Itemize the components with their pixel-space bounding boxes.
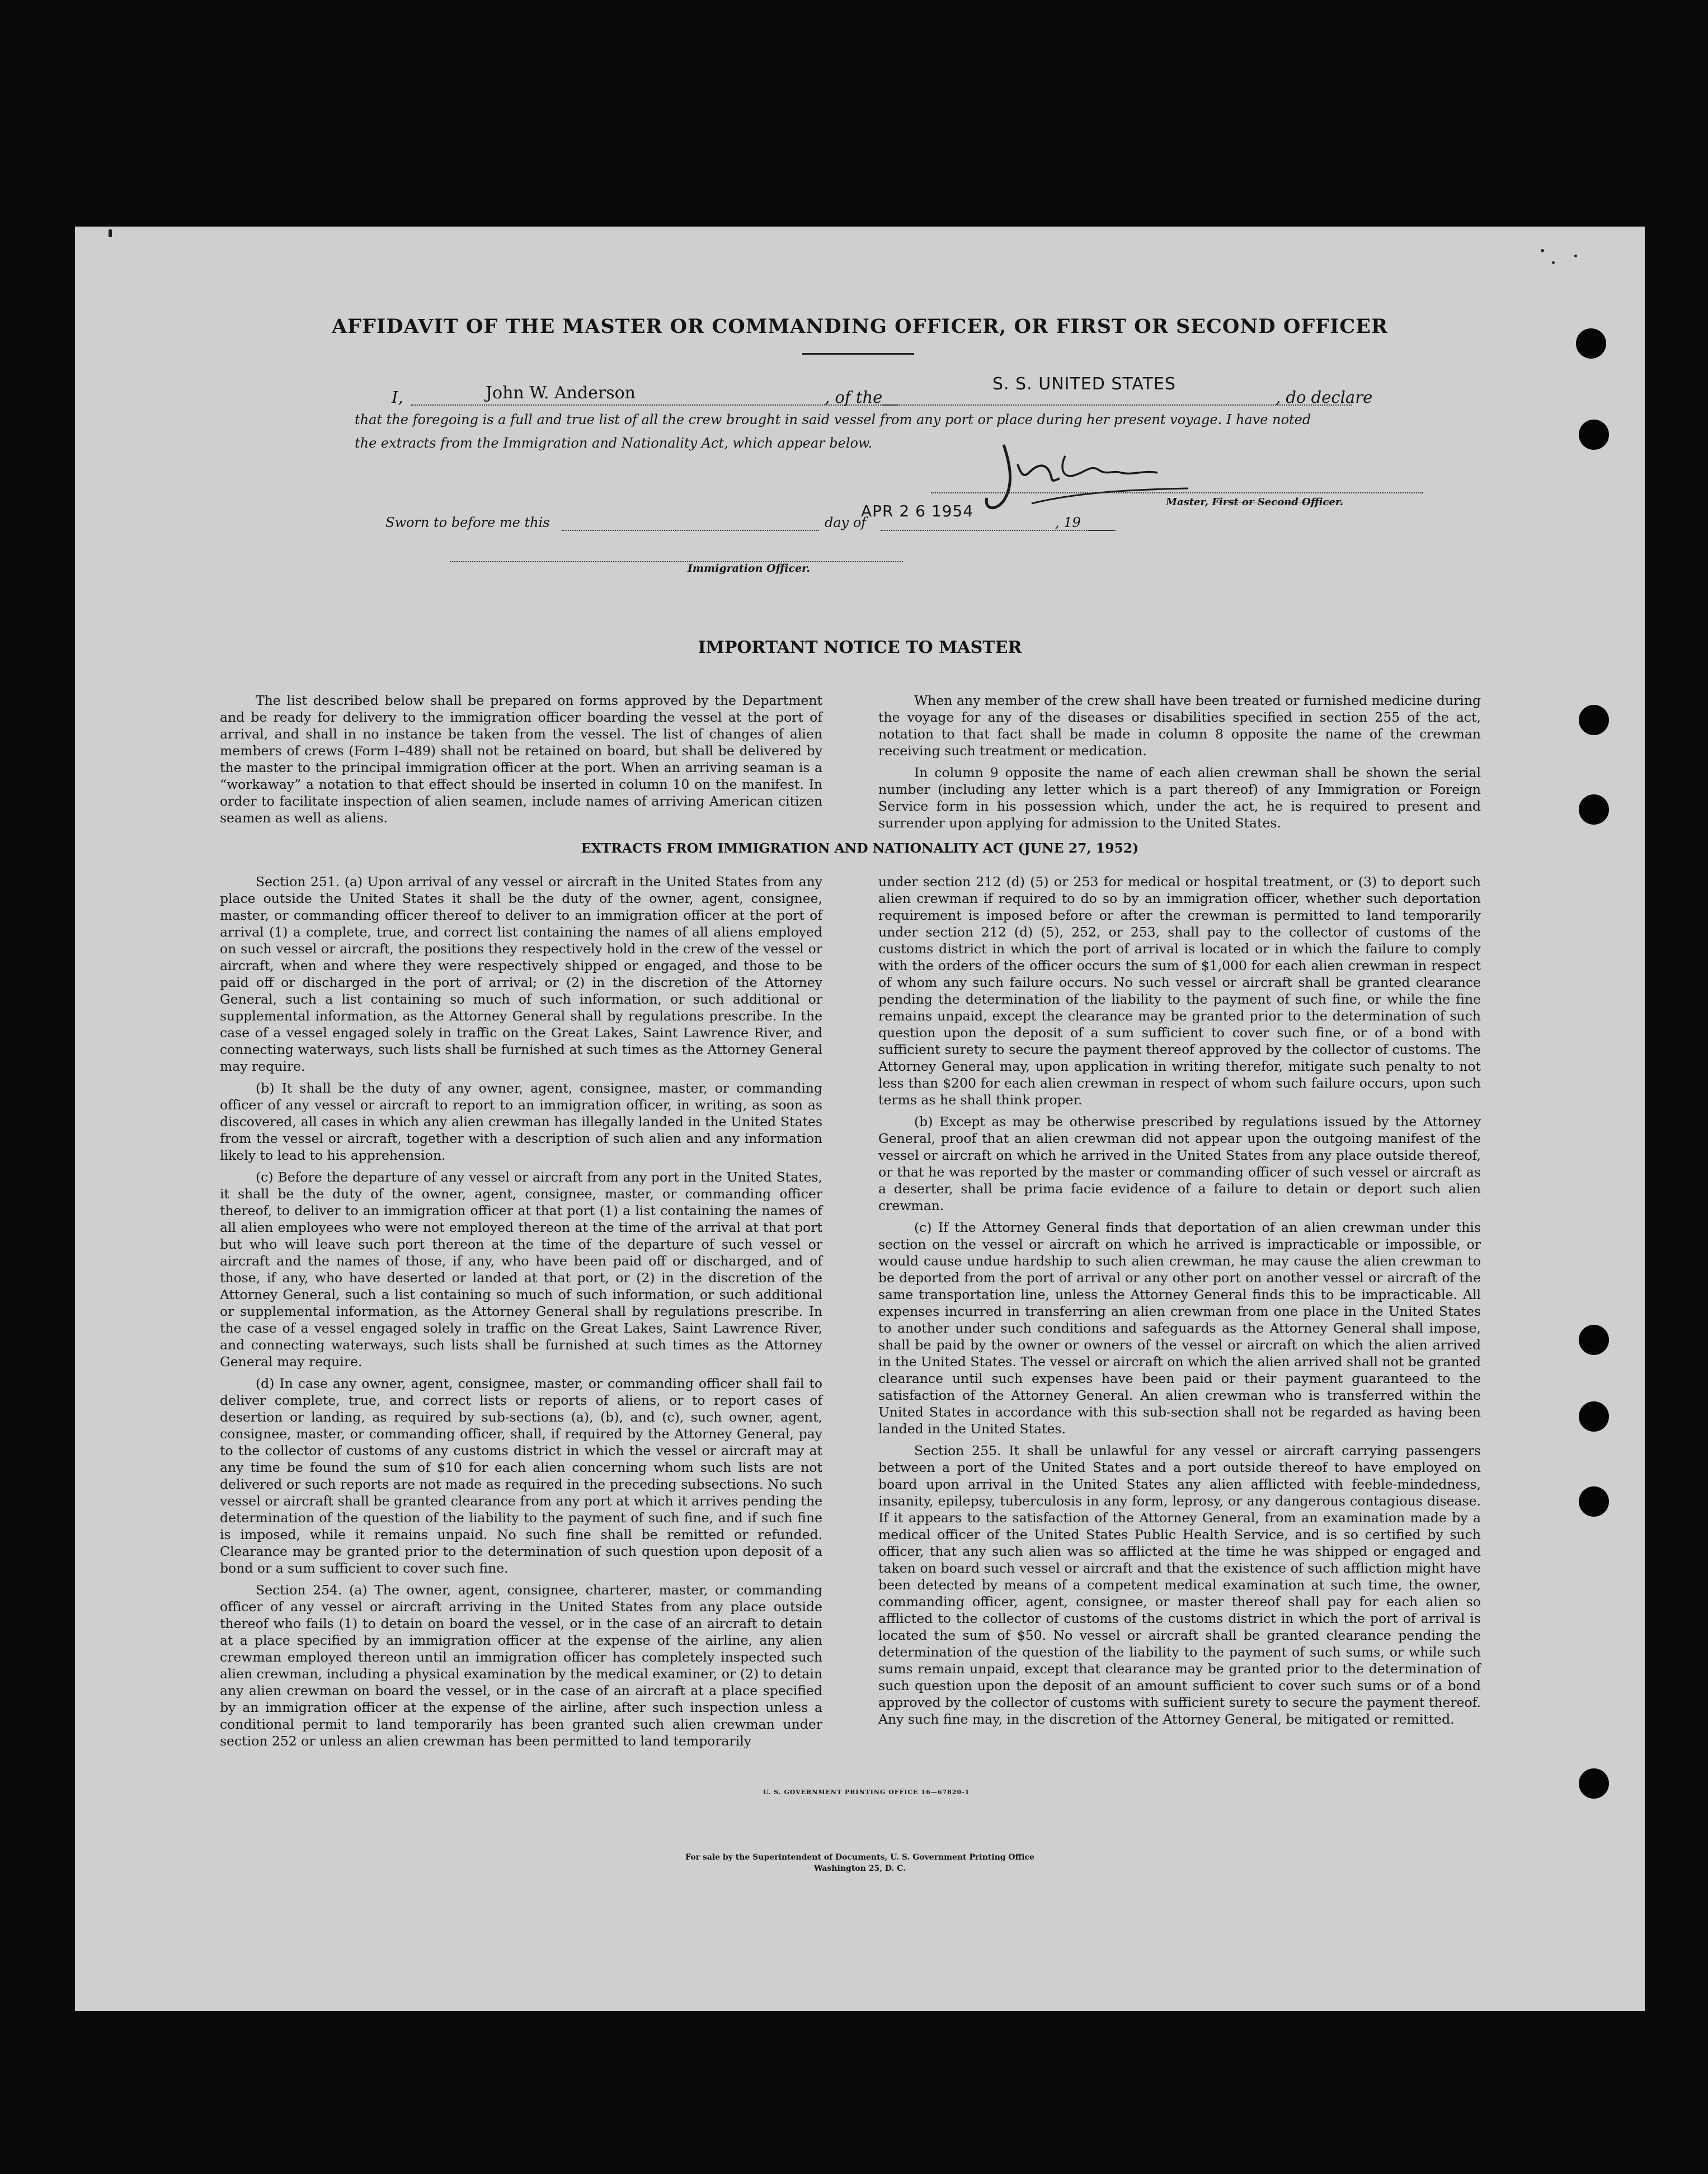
dust-speck bbox=[109, 229, 112, 237]
extract-paragraph: (b) It shall be the duty of any owner, agent, consignee, master, or commanding officer of any vessel or aircraft to report to an immigration officer, in writing, as soon as discovered, all cases in which any alien crewman has illegally landed in the United States from the vessel or aircraft, together with a description of such alien and any information likely to lead to his apprehension. bbox=[220, 1080, 822, 1163]
notice-title: IMPORTANT NOTICE TO MASTER bbox=[698, 638, 1022, 657]
title-underline bbox=[802, 353, 914, 355]
dust-speck bbox=[1552, 261, 1555, 264]
extracts-right-column bbox=[878, 873, 1481, 1733]
signature-role bbox=[1166, 496, 1343, 508]
notice-left-column bbox=[220, 692, 822, 831]
declaration-line-2: that the foregoing is a full and true list of all the crew brought in said vessel from any port or place during her present voyage. I have noted bbox=[355, 412, 1311, 427]
sworn-label: Sworn to before me this bbox=[385, 515, 550, 530]
sworn-day-line bbox=[562, 530, 819, 531]
extract-paragraph: (c) If the Attorney General finds that deportation of an alien crewman under this section on the vessel or aircraft on which he arrived is impracticable or impossible, or would cause undue hardship to such alien crewman, he may cause the alien crewman to be deported from the port of arrival or any other port on another vessel or aircraft of the same transportation line, unless the Attorney General finds this to be impracticable. All expenses incurred in transferring an alien crewman from one place in the United States to another under such conditions and safeguards as the Attorney General shall impose, shall be paid by the owner or owners of the vessel or aircraft on which the alien arrived in the United States. The vessel or aircraft on which the alien arrived shall not be granted clearance until such expenses have been paid or their payment guaranteed to the satisfaction of the Attorney General. An alien crewman who is transferred within the United States in accordance with this sub-section shall not be regarded as having been landed in the United States. bbox=[878, 1220, 1481, 1437]
extract-paragraph: Section 254. (a) The owner, agent, consignee, charterer, master, or commanding officer of any vessel or aircraft arriving in the United States from any place outside thereof who fails (1) to detain on board the vessel, or in the case of an aircraft to detain at a place specified by an immigration officer at the expense of the airline, any alien crewman employed thereon until an immigration officer has completely inspected such alien crewman, including a physical examination by the medical examiner, or (2) to detain any alien crewman on board the vessel, or in the case of an aircraft at a place specified by an immigration officer at the expense of the airline, after such inspection unless a conditional permit to land temporarily has been granted such alien crewman under section 252 or unless an alien crewman has been permitted to land temporarily bbox=[220, 1582, 822, 1749]
declaration-suffix: , do declare bbox=[1276, 388, 1373, 407]
notice-paragraph: The list described below shall be prepared on forms approved by the Department and be ready for delivery to the immigration officer boarding the vessel at the port of arrival, and shall in no instance be taken from the vessel. The list of changes of alien members of crews (Form I–489) shall not be retained on board, but shall be delivered by the master to the principal immigration officer at the port. When an arriving seaman is a “workaway” a notation to that effect should be inserted in column 10 on the manifest. In order to facilitate inspection of alien seamen, include names of arriving American citizen seamen as well as aliens. bbox=[220, 693, 822, 826]
year-line bbox=[1088, 530, 1113, 531]
extract-paragraph: Section 251. (a) Upon arrival of any vessel or aircraft in the United States from any place outside the United States it shall be the duty of the owner, agent, consignee, master, or commanding officer thereof to deliver to an immigration officer at the port of arrival (1) a complete, true, and correct list containing the names of all aliens employed on such vessel or aircraft, the positions they respectively hold in the crew of the vessel or aircraft, when and where they were respectively shipped or engaged, and those to be paid off or discharged in the port of arrival; or (2) in the discretion of the Attorney General, such a list containing so much of such information, or such additional or supplemental information, as the Attorney General shall by regulations prescribe. In the case of a vessel engaged solely in traffic on the Great Lakes, Saint Lawrence River, and connecting waterways, such lists shall be furnished at such times as the Attorney General may require. bbox=[220, 874, 822, 1074]
footer-line-1: For sale by the Superintendent of Documents, U. S. Government Printing Office bbox=[685, 1853, 1034, 1862]
footer bbox=[75, 1852, 1645, 1874]
declaration-prefix: I, bbox=[392, 388, 403, 407]
extract-paragraph: (b) Except as may be otherwise prescribed by regulations issued by the Attorney General, proof that an alien crewman did not appear upon the outgoing manifest of the vessel or aircraft on which he arrived in the United States from any place outside thereof, or that he was reported by the master or commanding officer of such vessel or aircraft as a deserter, shall be prima facie evidence of a failure to detain or deport such alien crewman. bbox=[878, 1114, 1481, 1213]
punch-hole bbox=[1579, 1486, 1609, 1517]
notice-right-column bbox=[878, 692, 1481, 836]
extract-paragraph: Section 255. It shall be unlawful for any vessel or aircraft carrying passengers between a port of the United States and a port outside thereof to have employed on board upon arrival in the United States any alien afflicted with feeble-mindedness, insanity, epilepsy, tuberculosis in any form, leprosy, or any dangerous contagious disease. If it appears to the satisfaction of the Attorney General, from an examination made by a medical officer of the United States Public Health Service, and is so certified by such officer, that any such alien was so afflicted at the time he was shipped or engaged and taken on board such vessel or aircraft and that the existence of such affliction might have been detected by means of a competent medical examination at such time, the owner, commanding officer, agent, consignee, or master thereof shall pay for each alien so afflicted to the collector of customs of the customs district in which the port of arrival is located the sum of $50. No vessel or aircraft shall be granted clearance pending the determination of the question of the liability to the payment of such sums, or while such sums remain unpaid, except that clearance may be granted prior to the determination of such question upon the deposit of an amount sufficient to cover such sums or of a bond approved by the collector of customs with sufficient surety to secure the payment thereof. Any such fine may, in the discretion of the Attorney General, be mitigated or remitted. bbox=[878, 1443, 1481, 1727]
declaration-mid: , of the bbox=[825, 388, 883, 407]
vessel-name: S. S. UNITED STATES bbox=[992, 374, 1176, 394]
declaration-line-3: the extracts from the Immigration and Nationality Act, which appear below. bbox=[355, 435, 873, 451]
role-struck: First or Second Officer. bbox=[1212, 496, 1344, 508]
immigration-officer-line bbox=[450, 561, 903, 562]
gpo-line: U. S. GOVERNMENT PRINTING OFFICE 16—67820-1 bbox=[763, 1789, 970, 1796]
dust-speck bbox=[1541, 249, 1544, 252]
extracts-title: EXTRACTS FROM IMMIGRATION AND NATIONALITY ACT (JUNE 27, 1952) bbox=[581, 840, 1139, 856]
extract-paragraph: (d) In case any owner, agent, consignee, master, or commanding officer shall fail to deliver complete, true, and correct lists or reports of aliens, or to report cases of desertion or landing, as required by sub-sections (a), (b), and (c), such owner, agent, consignee, master, or commanding officer, shall, if required by the Attorney General, pay to the collector of customs of any customs district in which the vessel or aircraft may at any time be found the sum of $10 for each alien concerning whom such lists are not delivered or such reports are not made as required in the preceding subsections. No such vessel or aircraft shall be granted clearance from any port at which it arrives pending the determination of the question of the liability to the payment of such fine, and if such fine is imposed, while it remains unpaid. No such fine shall be remitted or refunded. Clearance may be granted prior to the determination of such question upon deposit of a bond or a sum sufficient to cover such fine. bbox=[220, 1376, 822, 1576]
document-page bbox=[75, 227, 1645, 2011]
notice-paragraph: In column 9 opposite the name of each alien crewman shall be shown the serial number (including any letter which is a part thereof) of any Immigration or Foreign Service form in his possession which, under the act, he is required to present and surrender upon applying for admission to the United States. bbox=[878, 765, 1481, 831]
affidavit-title: AFFIDAVIT OF THE MASTER OR COMMANDING OFFICER, OR FIRST OR SECOND OFFICER bbox=[331, 315, 1389, 338]
date-stamp: APR 2 6 1954 bbox=[861, 502, 974, 520]
punch-hole bbox=[1579, 1401, 1609, 1432]
dust-speck bbox=[1574, 255, 1577, 257]
punch-hole bbox=[1579, 1325, 1609, 1355]
punch-hole bbox=[1579, 705, 1609, 735]
signature-line bbox=[931, 492, 1423, 493]
extracts-left-column bbox=[220, 873, 822, 1754]
master-name: John W. Anderson bbox=[486, 383, 636, 403]
punch-hole bbox=[1579, 1768, 1609, 1799]
role-master: Master, bbox=[1166, 496, 1208, 508]
notice-paragraph: When any member of the crew shall have been treated or furnished medicine during the voyage for any of the diseases or disabilities specified in section 255 of the act, notation to that fact shall be made in column 8 opposite the name of the crewman receiving such treatment or medication. bbox=[878, 693, 1481, 759]
extract-paragraph: under section 212 (d) (5) or 253 for medical or hospital treatment, or (3) to deport such alien crewman if required to do so by an immigration officer, whether such deportation requirement is imposed before or after the crewman is permitted to land temporarily under section 212 (d) (5), 252, or 253, shall pay to the collector of customs of the customs district in which the port of arrival is located or in which the failure to comply with the orders of the officer occurs the sum of $1,000 for each alien crewman in respect of whom any such failure occurs. No such vessel or aircraft shall be granted clearance pending the determination of the liability to the payment of such fine, or while the fine remains unpaid, except the clearance may be granted prior to the determination of such question upon the deposit of a sum sufficient to cover such fine, or of a bond with sufficient surety to secure the payment thereof approved by the collector of customs. The Attorney General may, upon application in writing therefor, mitigate such penalty to not less than $200 for each alien crewman in respect of whom such failure occurs, upon such terms as he shall think proper. bbox=[878, 874, 1481, 1108]
year-prefix: , 19 bbox=[1055, 515, 1081, 530]
extract-paragraph: (c) Before the departure of any vessel or aircraft from any port in the United States, it shall be the duty of the owner, agent, consignee, master, or commanding officer thereof, to deliver to an immigration officer at that port (1) a list containing the names of all alien employees who were not employed thereon at the time of the arrival at that port but who will leave such port thereon at the time of the departure of such vessel or aircraft and the names of those, if any, who have been paid off or discharged, and of those, if any, who have deserted or landed at that port, or (2) in the discretion of the Attorney General, such a list containing so much of such information, or such additional or supplemental information, as the Attorney General shall by regulations prescribe. In the case of a vessel engaged solely in traffic on the Great Lakes, Saint Lawrence River, and connecting waterways, such lists shall be furnished at such times as the Attorney General may require. bbox=[220, 1169, 822, 1370]
immigration-officer-label: Immigration Officer. bbox=[688, 562, 811, 575]
punch-hole bbox=[1579, 420, 1609, 450]
punch-hole bbox=[1579, 794, 1609, 825]
day-of-label: day of bbox=[825, 515, 867, 530]
footer-line-2: Washington 25, D. C. bbox=[813, 1864, 906, 1873]
